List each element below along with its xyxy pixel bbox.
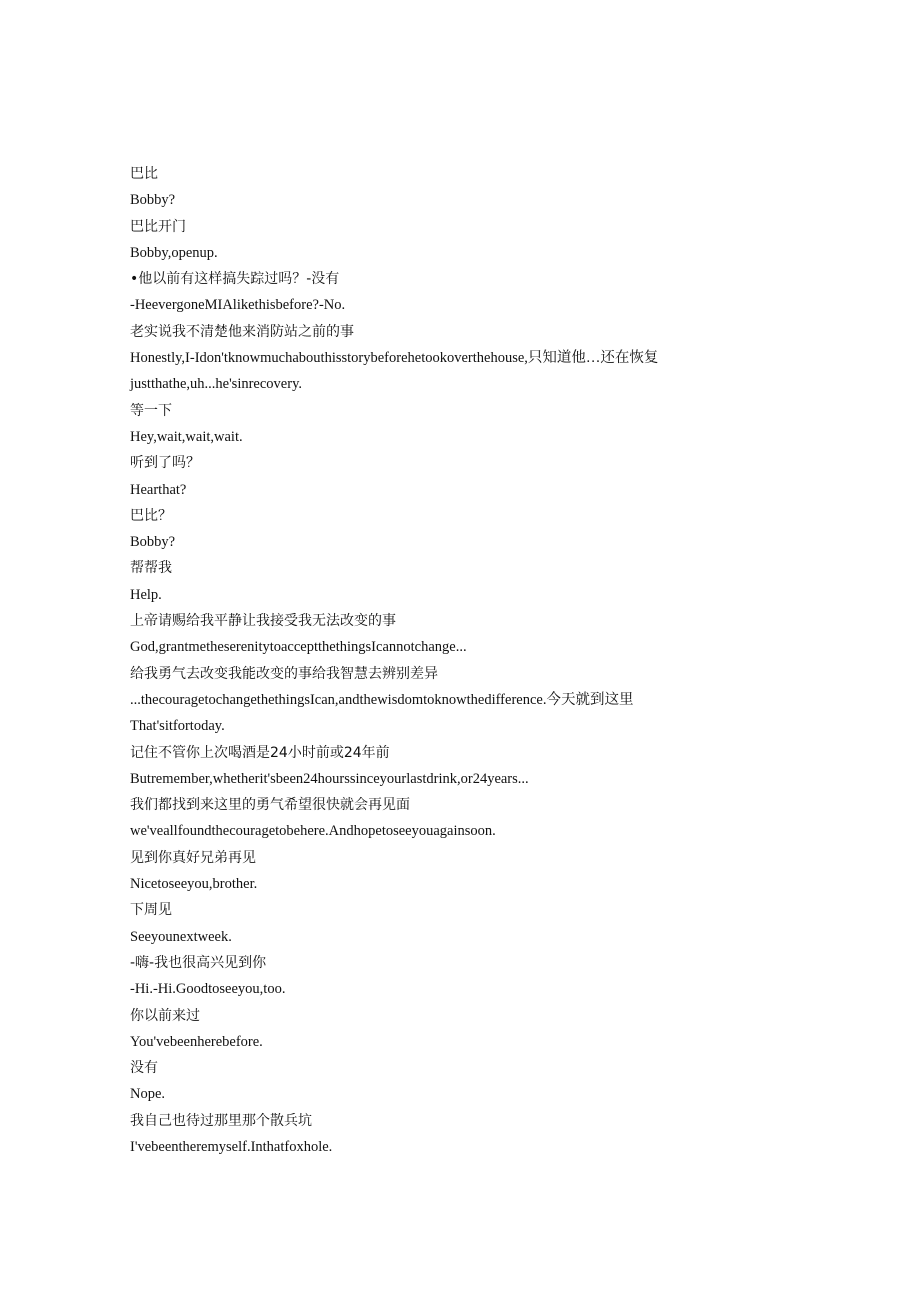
subtitle-line: 老实说我不清楚他来消防站之前的事 <box>130 323 354 340</box>
subtitle-line: Bobby,openup. <box>130 244 218 261</box>
subtitle-line: Nope. <box>130 1086 166 1103</box>
subtitle-line: -HeevergoneMIAlikethisbefore?-No. <box>130 297 346 314</box>
subtitle-line: You'vebeenherebefore. <box>130 1033 263 1050</box>
subtitle-line: -嗨-我也很高兴见到你 <box>130 954 267 971</box>
subtitle-line: Honestly,I-Idon'tknowmuchabouthisstorybeforehetookoverthehouse,只知道他…还在恢复 <box>130 350 659 367</box>
subtitle-line: I'vebeentheremyself.Inthatfoxhole. <box>130 1138 333 1155</box>
subtitle-line: Help. <box>130 586 162 603</box>
subtitle-line: 帮帮我 <box>130 560 172 577</box>
subtitle-line: Hey,wait,wait,wait. <box>130 428 243 445</box>
subtitle-line: justthathe,uh...he'sinrecovery. <box>130 376 302 393</box>
subtitle-line: 见到你真好兄弟再见 <box>130 849 256 866</box>
subtitle-line: God,grantmetheserenitytoacceptthethingsIcannotchange... <box>130 639 467 656</box>
subtitle-line: Seeyounextweek. <box>130 928 232 945</box>
subtitle-line: 巴比？ <box>130 507 172 524</box>
subtitle-line: 给我勇气去改变我能改变的事给我智慧去辨别差异 <box>130 665 438 682</box>
subtitle-line: 巴比 <box>130 166 158 182</box>
subtitle-line: -Hi.-Hi.Goodtoseeyou,too. <box>130 981 286 998</box>
subtitle-line: 听到了吗？ <box>130 455 200 472</box>
subtitle-line: 我自己也待过那里那个散兵坑 <box>130 1112 312 1129</box>
subtitle-line: 下周见 <box>130 902 172 919</box>
subtitle-line: we'veallfoundthecouragetobehere.Andhopetoseeyouagainsoon. <box>130 823 496 840</box>
subtitle-line: 我们都找到来这里的勇气希望很快就会再见面 <box>130 797 410 814</box>
subtitle-text-body <box>130 161 890 1160</box>
subtitle-line: •他以前有这样搞失踪过吗？-没有 <box>130 271 340 288</box>
subtitle-line: 上帝请赐给我平静让我接受我无法改变的事 <box>130 613 396 630</box>
subtitle-line: 等一下 <box>130 402 172 419</box>
subtitle-line: 记住不管你上次喝酒是24小时前或24年前 <box>130 744 390 761</box>
subtitle-line: Hearthat? <box>130 481 187 498</box>
subtitle-line: 没有 <box>130 1060 158 1077</box>
subtitle-line: Nicetoseeyou,brother. <box>130 876 258 893</box>
subtitle-line: 巴比开门 <box>130 218 186 235</box>
subtitle-line: Bobby? <box>130 192 176 209</box>
subtitle-line: 你以前来过 <box>130 1007 200 1024</box>
subtitle-line: ...thecouragetochangethethingsIcan,andthewisdomtoknowthedifference.今天就到这里 <box>130 691 634 708</box>
subtitle-line: Bobby? <box>130 534 176 551</box>
subtitle-line: Butremember,whetherit'sbeen24hourssinceyourlastdrink,or24years... <box>130 770 529 787</box>
subtitle-line: That'sitfortoday. <box>130 718 225 735</box>
